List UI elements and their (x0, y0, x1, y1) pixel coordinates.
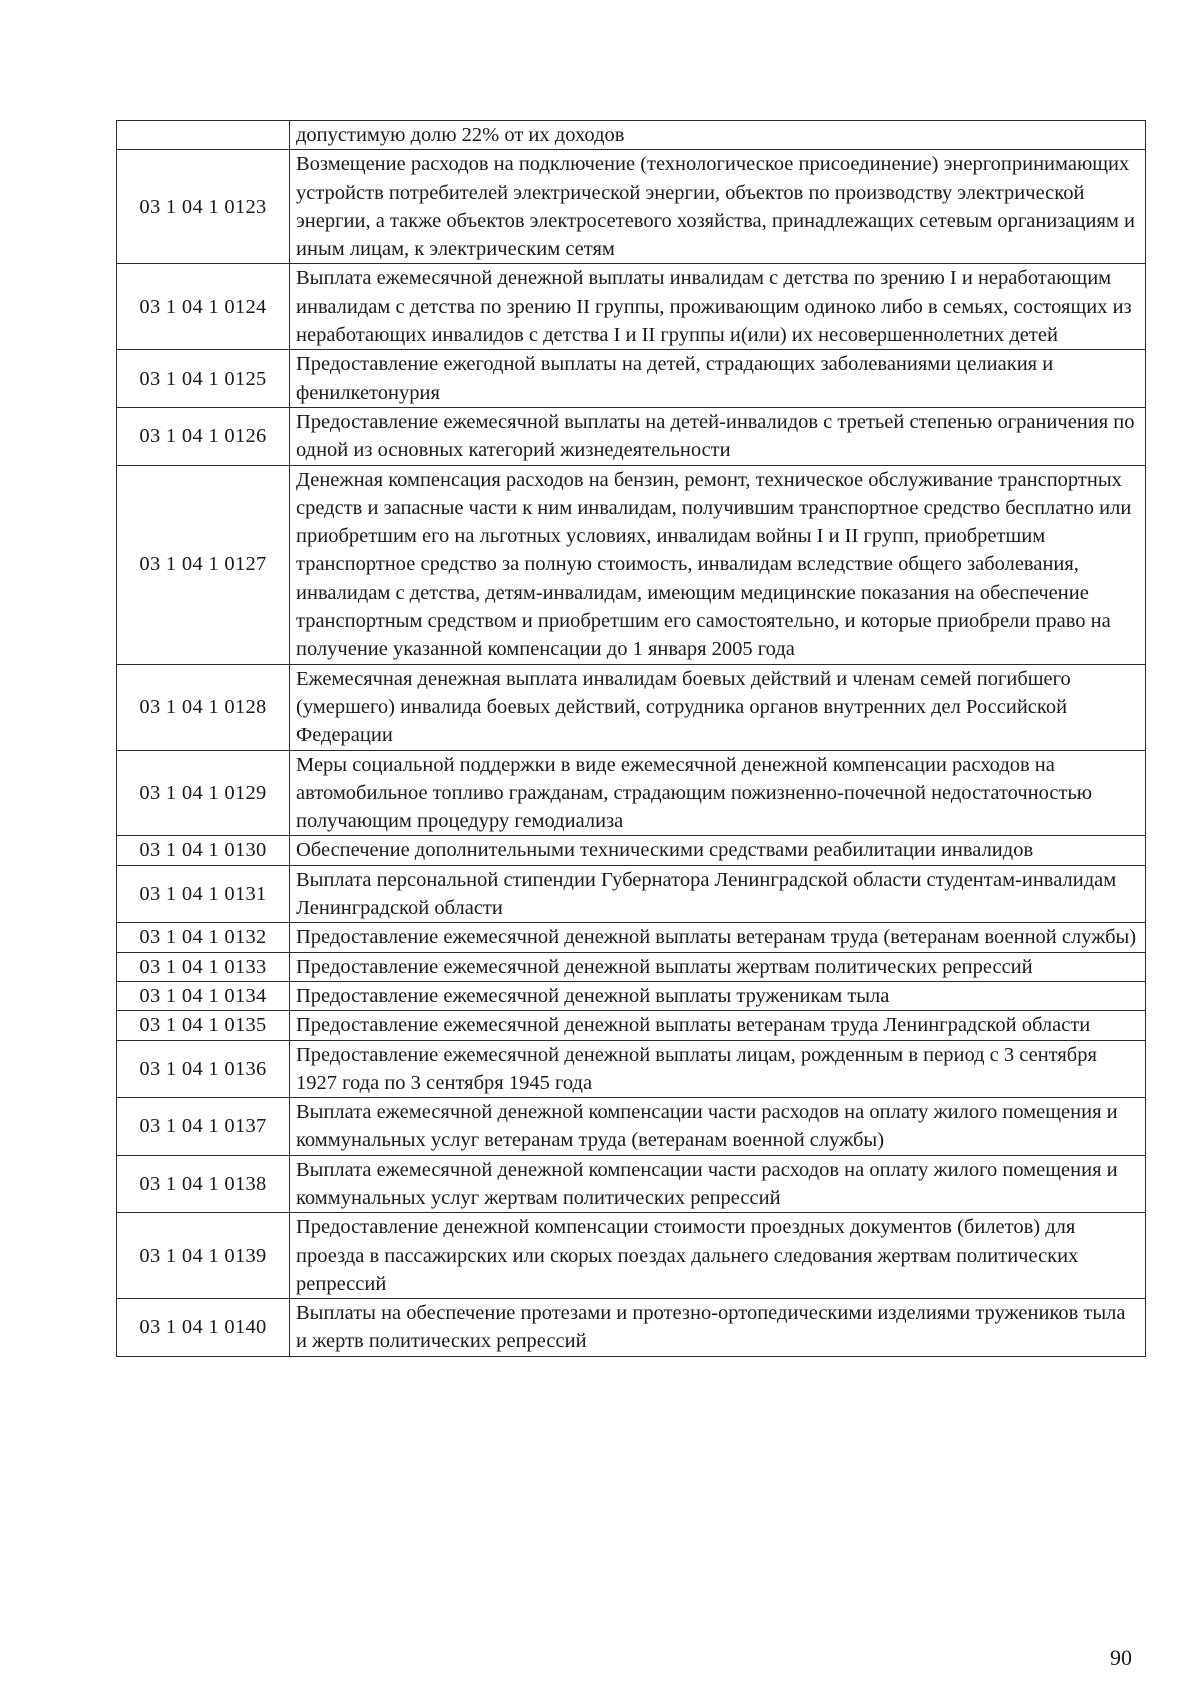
expense-description-cell: Предоставление ежемесячной денежной выплаты жертвам политических репрессий (290, 952, 1146, 981)
table-row (117, 264, 1146, 350)
classification-code-cell: 03 1 04 1 0131 (117, 865, 290, 923)
classification-code-cell: 03 1 04 1 0124 (117, 264, 290, 350)
expense-description-cell: Выплаты на обеспечение протезами и протезно-ортопедическими изделиями тружеников тыла и жертв политических репрессий (290, 1299, 1146, 1357)
expense-description-cell: Предоставление ежемесячной денежной выплаты ветеранам труда Ленинградской области (290, 1011, 1146, 1040)
classification-code-cell: 03 1 04 1 0140 (117, 1299, 290, 1357)
table-row (117, 952, 1146, 981)
expense-description-cell: Выплата ежемесячной денежной выплаты инвалидам с детства по зрению I и неработающим инвалидам с детства по зрению II группы, проживающим одиноко либо в семьях, состоящих из неработающих инвалидов с детства I и II группы и(или) их несовершеннолетних детей (290, 264, 1146, 350)
table-row (117, 981, 1146, 1010)
classification-code-cell: 03 1 04 1 0130 (117, 836, 290, 865)
expense-description-cell: Меры социальной поддержки в виде ежемесячной денежной компенсации расходов на автомобильное топливо гражданам, страдающим пожизненно-почечной недостаточностью получающим процедуру гемодиализа (290, 750, 1146, 836)
expense-description-cell: Обеспечение дополнительными техническими средствами реабилитации инвалидов (290, 836, 1146, 865)
table-row (117, 1299, 1146, 1357)
expense-description-cell: допустимую долю 22% от их доходов (290, 121, 1146, 150)
table-row (117, 1040, 1146, 1098)
classification-code-cell: 03 1 04 1 0139 (117, 1213, 290, 1299)
classification-code-cell: 03 1 04 1 0129 (117, 750, 290, 836)
table-row (117, 150, 1146, 264)
page-number: 90 (1110, 1645, 1132, 1670)
expense-description-cell: Денежная компенсация расходов на бензин, ремонт, техническое обслуживание транспортных средств и запасные части к ним инвалидам, получившим транспортное средство бесплатно или приобретшим его на льготных условиях, инвалидам войны I и II групп, приобретшим транспортное средство за полную стоимость, инвалидам вследствие общего заболевания, инвалидам с детства, детям-инвалидам, имеющим медицинские показания на обеспечение транспортным средством и приобретшим его самостоятельно, и которые приобрели право на получение указанной компенсации до 1 января 2005 года (290, 465, 1146, 664)
table-row (117, 1011, 1146, 1040)
classification-code-cell: 03 1 04 1 0136 (117, 1040, 290, 1098)
classification-code-cell: 03 1 04 1 0132 (117, 923, 290, 952)
expense-description-cell: Выплата ежемесячной денежной компенсации части расходов на оплату жилого помещения и коммунальных услуг ветеранам труда (ветеранам военной службы) (290, 1098, 1146, 1156)
table-row (117, 350, 1146, 408)
table-row (117, 836, 1146, 865)
expense-description-cell: Предоставление ежемесячной денежной выплаты ветеранам труда (ветеранам военной службы) (290, 923, 1146, 952)
classification-code-cell: 03 1 04 1 0125 (117, 350, 290, 408)
expense-description-cell: Предоставление ежегодной выплаты на детей, страдающих заболеваниями целиакия и фенилкетонурия (290, 350, 1146, 408)
classification-code-cell: 03 1 04 1 0135 (117, 1011, 290, 1040)
budget-codes-table (116, 120, 1146, 1357)
expense-description-cell: Предоставление денежной компенсации стоимости проездных документов (билетов) для проезда в пассажирских или скорых поездах дальнего следования жертвам политических репрессий (290, 1213, 1146, 1299)
table-row (117, 465, 1146, 664)
table-row (117, 121, 1146, 150)
expense-description-cell: Выплата ежемесячной денежной компенсации части расходов на оплату жилого помещения и коммунальных услуг жертвам политических репрессий (290, 1155, 1146, 1213)
table-row (117, 1155, 1146, 1213)
classification-code-cell: 03 1 04 1 0133 (117, 952, 290, 981)
expense-description-cell: Предоставление ежемесячной выплаты на детей-инвалидов с третьей степенью ограничения по одной из основных категорий жизнедеятельности (290, 407, 1146, 465)
table-row (117, 1213, 1146, 1299)
table-row (117, 865, 1146, 923)
table-body (117, 121, 1146, 1357)
classification-code-cell: 03 1 04 1 0138 (117, 1155, 290, 1213)
expense-description-cell: Выплата персональной стипендии Губернатора Ленинградской области студентам-инвалидам Ленинградской области (290, 865, 1146, 923)
table-row (117, 1098, 1146, 1156)
table-row (117, 750, 1146, 836)
classification-code-cell: 03 1 04 1 0128 (117, 664, 290, 750)
classification-code-cell: 03 1 04 1 0123 (117, 150, 290, 264)
expense-description-cell: Ежемесячная денежная выплата инвалидам боевых действий и членам семей погибшего (умершего) инвалида боевых действий, сотрудника органов внутренних дел Российской Федерации (290, 664, 1146, 750)
table-row (117, 407, 1146, 465)
classification-code-cell: 03 1 04 1 0134 (117, 981, 290, 1010)
expense-description-cell: Возмещение расходов на подключение (технологическое присоединение) энергопринимающих устройств потребителей электрической энергии, объектов по производству электрической энергии, а также объектов электросетевого хозяйства, принадлежащих сетевым организациям и иным лицам, к электрическим сетям (290, 150, 1146, 264)
table-row (117, 664, 1146, 750)
classification-code-cell: 03 1 04 1 0126 (117, 407, 290, 465)
expense-description-cell: Предоставление ежемесячной денежной выплаты лицам, рожденным в период с 3 сентября 1927 года по 3 сентября 1945 года (290, 1040, 1146, 1098)
classification-code-cell: 03 1 04 1 0137 (117, 1098, 290, 1156)
classification-code-cell: 03 1 04 1 0127 (117, 465, 290, 664)
table-row (117, 923, 1146, 952)
expense-description-cell: Предоставление ежемесячной денежной выплаты труженикам тыла (290, 981, 1146, 1010)
classification-code-cell (117, 121, 290, 150)
